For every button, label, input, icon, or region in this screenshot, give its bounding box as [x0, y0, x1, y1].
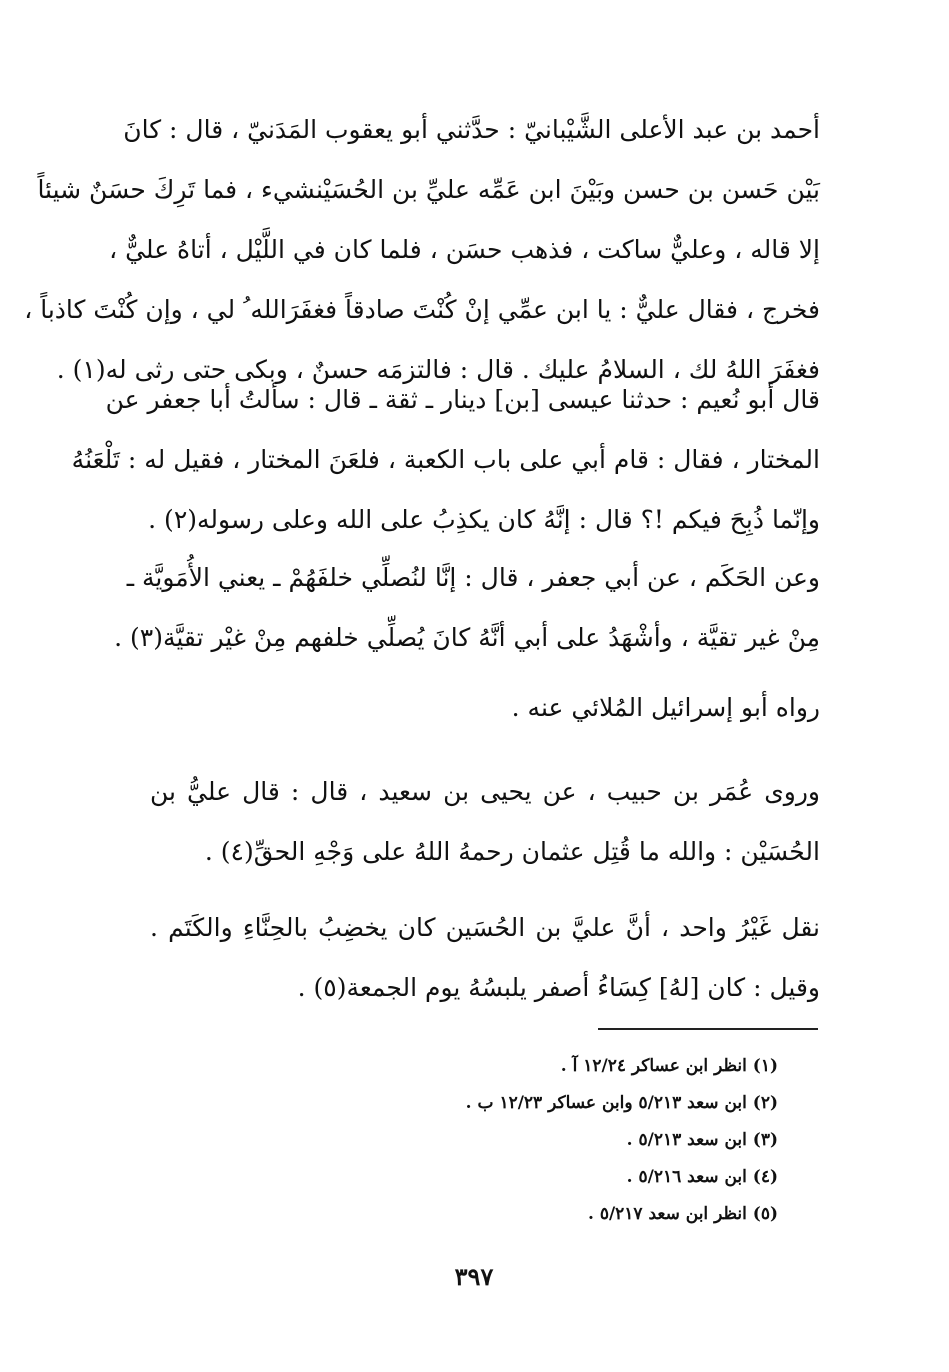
text-line: الحُسَيْن : والله ما قُتِل عثمان رحمهُ اللهُ على وَجْهِ الحقِّ(٤) . — [204, 837, 820, 866]
text-line: المختار ، فقال : قام أبي على باب الكعبة ، فلعَنَ المختار ، فقيل له : تَلْعَنُهُ — [71, 445, 820, 474]
text-line: أحمد بن عبد الأعلى الشَّيْبانيّ : حدَّثني أبو يعقوب المَدَنيّ ، قال : كانَ — [123, 115, 820, 144]
footnotes — [300, 1048, 778, 1233]
paragraph-al-hakam — [114, 548, 820, 668]
text-line: قال أبو نُعيم : حدثنا عيسى [بن] دينار ـ ثقة ـ قال : سألتُ أبا جعفر عن — [105, 385, 820, 414]
text-line: بَيْن حَسن بن حسن وبَيْنَ ابن عَمِّه عليِّ بن الحُسَيْنشيء ، فما تَرِكَ حسَنٌ شيئاً — [37, 175, 820, 204]
paragraph-narration-note — [150, 678, 820, 738]
text-line: فخرج ، فقال عليٌّ : يا ابن عمِّي إنْ كُنْتَ صادقاً فغفَرَالله ُ لي ، وإن كُنْتَ كاذباً ، — [24, 295, 820, 324]
text-line: وعن الحَكَم ، عن أبي جعفر ، قال : إنَّا لنُصلِّي خلفَهُمْ ـ يعني الأُمَويَّة ـ — [126, 563, 820, 592]
footnote-5: (٥) انظر ابن سعد ٥/٢١٧ . — [587, 1204, 778, 1224]
footnote-divider — [598, 1028, 818, 1030]
footnote-2: (٢) ابن سعد ٥/٢١٣ وابن عساكر ١٢/٢٣ ب . — [465, 1093, 778, 1113]
footnote-1: (١) انظر ابن عساكر ١٢/٢٤ آ . — [560, 1056, 778, 1076]
text-line: فغفَرَ اللهُ لك ، السلامُ عليك . قال : فالتزمَه حسنٌ ، وبكى حتى رثى له(١) . — [56, 355, 820, 384]
paragraph-abu-nuaym — [71, 370, 820, 550]
footnote-4: (٤) ابن سعد ٥/٢١٦ . — [626, 1167, 778, 1187]
paragraph-umar-ibn-habib — [150, 762, 820, 882]
page-number: ٣٩٧ — [454, 1262, 494, 1291]
text-line: نقل غَيْرُ واحد ، أنَّ عليَّ بن الحُسَين كان يخضِبُ بالحِنَّاءِ والكَتَم . — [150, 913, 820, 942]
text-line: وروى عُمَر بن حبيب ، عن يحيى بن سعيد ، قال : قال عليُّ بن — [150, 777, 820, 806]
text-line: إلا قاله ، وعليٌّ ساكت ، فذهب حسَن ، فلما كان في اللَّيْل ، أتاهُ عليٌّ ، — [109, 235, 820, 264]
text-line: مِنْ غير تقيَّة ، وأشْهَدُ على أبي أنَّهُ كانَ يُصلِّي خلفهم مِنْ غيْر تقيَّة(٣) . — [114, 623, 820, 652]
text-line: وقيل : كان [لهُ] كِسَاءُ أصفر يلبسُهُ يوم الجمعة(٥) . — [297, 973, 820, 1002]
footnote-3: (٣) ابن سعد ٥/٢١٣ . — [626, 1130, 778, 1150]
paragraph-henna-dye — [150, 898, 820, 1018]
text-line: رواه أبو إسرائيل المُلائي عنه . — [511, 693, 820, 722]
text-line: وإنّما ذُبِحَ فيكم !؟ قال : إنَّهُ كان يكذِبُ على الله وعلى رسوله(٢) . — [148, 505, 820, 534]
